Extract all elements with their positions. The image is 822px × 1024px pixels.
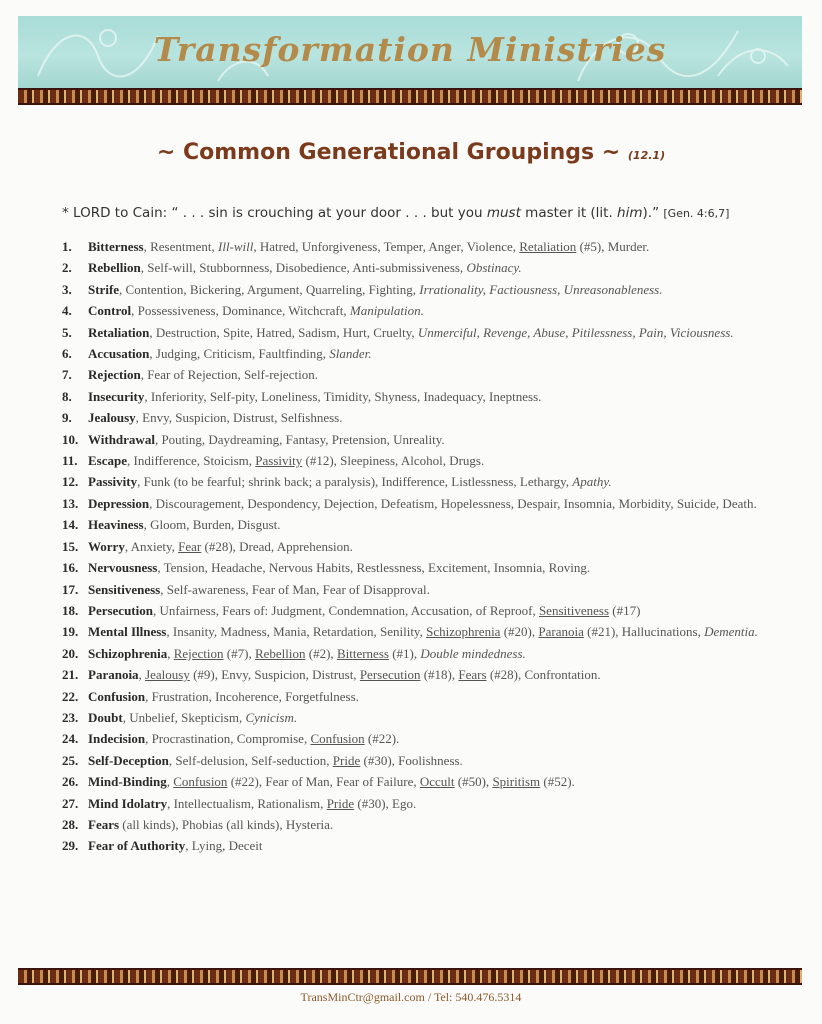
item-term: Insecurity bbox=[88, 388, 145, 404]
item-term: Mental Illness bbox=[88, 624, 167, 640]
item-term: Paranoia bbox=[88, 667, 139, 683]
item-number: 18. bbox=[62, 602, 79, 618]
item-description: Apathy. bbox=[572, 474, 612, 490]
item-number: 15. bbox=[62, 538, 79, 554]
cross-reference: Confusion bbox=[310, 731, 365, 747]
cross-reference: Pride bbox=[332, 752, 361, 768]
item-number: 3. bbox=[62, 281, 72, 297]
item-description: , Destruction, Spite, Hatred, Sadism, Hurt, Cruelty, bbox=[149, 324, 418, 340]
item-number: 16. bbox=[62, 560, 79, 576]
item-description: , Self-delusion, Self-seduction, bbox=[168, 752, 333, 768]
item-description: , Resentment, bbox=[143, 239, 218, 254]
item-description: (#50), bbox=[454, 774, 493, 790]
cross-reference: Passivity bbox=[255, 453, 303, 469]
item-description: , Contention, Bickering, Argument, Quarreling, Fighting, bbox=[119, 281, 420, 297]
item-number: 24. bbox=[62, 731, 79, 747]
item-description: (#17) bbox=[609, 602, 641, 618]
item-description: (#18), bbox=[420, 667, 459, 683]
header-banner bbox=[18, 16, 802, 88]
list-item bbox=[62, 364, 762, 385]
item-number: 27. bbox=[62, 795, 79, 811]
list-item bbox=[62, 536, 762, 557]
item-description: , Indifference, Stoicism, bbox=[127, 453, 256, 469]
quote-emphasis-2: him bbox=[617, 205, 643, 221]
item-description: (#28), Dread, Apprehension. bbox=[201, 538, 353, 554]
list-item bbox=[62, 300, 762, 321]
list-item bbox=[62, 793, 762, 814]
quote-lead: * LORD to Cain: “ . . . sin is crouching at your door . . . but you bbox=[62, 205, 487, 221]
item-number: 22. bbox=[62, 688, 79, 704]
item-description: , Insanity, Madness, Mania, Retardation, Senility, bbox=[166, 624, 427, 640]
item-description: Dementia. bbox=[704, 624, 758, 640]
quote-middle: master it (lit. bbox=[520, 205, 618, 221]
item-number: 29. bbox=[62, 838, 79, 854]
item-term: Sensitiveness bbox=[88, 581, 161, 597]
footer-contact: TransMinCtr@gmail.com / Tel: 540.476.5314 bbox=[300, 990, 522, 1004]
quote-tail: ).” bbox=[642, 205, 660, 221]
item-description: , Lying, Deceit bbox=[185, 838, 263, 854]
item-term: Passivity bbox=[88, 474, 138, 490]
item-description: , Anxiety, bbox=[124, 538, 179, 554]
item-term: Mind Idolatry bbox=[88, 795, 168, 811]
item-number: 11. bbox=[62, 453, 78, 469]
list-item bbox=[62, 600, 762, 621]
item-description: (#22). bbox=[364, 731, 400, 747]
item-term: Retaliation bbox=[88, 324, 150, 340]
item-description: , Funk (to be fearful; shrink back; a paralysis), Indifference, Listlessness, Lethargy, bbox=[137, 474, 573, 490]
item-term: Doubt bbox=[88, 709, 123, 725]
item-description: , Inferiority, Self-pity, Loneliness, Timidity, Shyness, Inadequacy, Ineptness. bbox=[144, 388, 542, 404]
page-title bbox=[0, 140, 822, 165]
item-term: Heaviness bbox=[88, 517, 144, 533]
cross-reference: Fear bbox=[178, 538, 202, 554]
list-item bbox=[62, 579, 762, 600]
item-description: , Unfairness, Fears of: Judgment, Condemnation, Accusation, of Reproof, bbox=[152, 602, 539, 618]
list-item bbox=[62, 386, 762, 407]
cross-reference: Spiritism bbox=[492, 774, 541, 790]
list-item bbox=[62, 771, 762, 792]
list-item bbox=[62, 750, 762, 771]
list-item bbox=[62, 450, 762, 471]
cross-reference: Occult bbox=[419, 774, 455, 790]
item-description: , Possessiveness, Dominance, Witchcraft, bbox=[131, 303, 350, 319]
cross-reference: Schizophrenia bbox=[426, 624, 501, 640]
item-number: 14. bbox=[62, 517, 79, 533]
item-number: 7. bbox=[62, 367, 72, 383]
item-description: (#52). bbox=[540, 774, 575, 790]
item-term: Self-Deception bbox=[88, 752, 169, 768]
list-item bbox=[62, 643, 762, 664]
list-item bbox=[62, 686, 762, 707]
item-description: , Self-awareness, Fear of Man, Fear of Disapproval. bbox=[160, 581, 430, 597]
list-item bbox=[62, 728, 762, 749]
item-term: Bitterness bbox=[88, 239, 144, 254]
item-term: Control bbox=[88, 303, 132, 319]
item-description: Ill-will, bbox=[218, 239, 257, 254]
item-description: , Pouting, Daydreaming, Fantasy, Pretension, Unreality. bbox=[154, 431, 445, 447]
item-description: , bbox=[138, 667, 146, 683]
item-description: (#7), bbox=[223, 645, 255, 661]
item-description: Unmerciful, Revenge, Abuse, Pitilessness, Pain, Viciousness. bbox=[417, 324, 734, 340]
item-number: 13. bbox=[62, 495, 79, 511]
item-description: (#22), Fear of Man, Fear of Failure, bbox=[227, 774, 420, 790]
item-description: (#2), bbox=[305, 645, 337, 661]
item-number: 6. bbox=[62, 346, 72, 362]
item-description: (#1), bbox=[388, 645, 421, 661]
item-term: Nervousness bbox=[88, 560, 158, 576]
item-number: 28. bbox=[62, 816, 79, 832]
item-description: (#30), Foolishness. bbox=[360, 752, 463, 768]
list-item bbox=[62, 835, 762, 856]
page-title-text: ~ Common Generational Groupings ~ bbox=[156, 140, 621, 165]
item-number: 9. bbox=[62, 410, 72, 426]
list-item bbox=[62, 621, 762, 642]
item-description: , bbox=[166, 774, 174, 790]
item-term: Rebellion bbox=[88, 260, 141, 276]
item-number: 10. bbox=[62, 431, 79, 447]
item-number: 19. bbox=[62, 624, 79, 640]
item-description: , Intellectualism, Rationalism, bbox=[167, 795, 327, 811]
item-term: Withdrawal bbox=[88, 431, 155, 447]
item-description: , Fear of Rejection, Self-rejection. bbox=[140, 367, 318, 383]
list-item bbox=[62, 471, 762, 492]
item-description: , Tension, Headache, Nervous Habits, Restlessness, Excitement, Insomnia, Roving. bbox=[157, 560, 591, 576]
item-term: Indecision bbox=[88, 731, 146, 747]
cross-reference: Rebellion bbox=[254, 645, 306, 661]
list-item bbox=[62, 322, 762, 343]
cross-reference: Pride bbox=[326, 795, 355, 811]
cross-reference: Jealousy bbox=[145, 667, 190, 683]
item-number: 5. bbox=[62, 324, 72, 340]
item-number: 23. bbox=[62, 709, 79, 725]
item-number: 26. bbox=[62, 774, 79, 790]
quote-verse-reference: [Gen. 4:6,7] bbox=[663, 207, 730, 220]
item-description: , Unbelief, Skepticism, bbox=[122, 709, 246, 725]
item-term: Strife bbox=[88, 281, 120, 297]
organization-name: Transformation Ministries bbox=[153, 30, 667, 69]
cross-reference: Rejection bbox=[173, 645, 224, 661]
item-description: , bbox=[167, 645, 174, 661]
scripture-quote bbox=[62, 205, 782, 221]
list-item bbox=[62, 707, 762, 728]
list-item bbox=[62, 664, 762, 685]
item-description: Obstinacy. bbox=[466, 260, 522, 276]
item-term: Mind-Binding bbox=[88, 774, 167, 790]
item-term: Depression bbox=[88, 495, 150, 511]
list-item bbox=[62, 514, 762, 535]
item-description: (#12), Sleepiness, Alcohol, Drugs. bbox=[302, 453, 485, 469]
item-description: , Gloom, Burden, Disgust. bbox=[143, 517, 281, 533]
item-term: Rejection bbox=[88, 367, 141, 383]
item-description: , Judging, Criticism, Faultfinding, bbox=[149, 346, 330, 362]
list-item bbox=[62, 236, 762, 257]
item-number: 4. bbox=[62, 303, 72, 319]
quote-emphasis: must bbox=[486, 205, 521, 221]
item-description: (#20), bbox=[500, 624, 539, 640]
item-description: (all kinds), Phobias (all kinds), Hysteria. bbox=[119, 816, 334, 832]
page-title-reference: (12.1) bbox=[627, 149, 666, 162]
item-description: (#9), Envy, Suspicion, Distrust, bbox=[189, 667, 360, 683]
item-term: Worry bbox=[88, 538, 125, 554]
decorative-border-bottom bbox=[18, 968, 802, 985]
item-description: Hatred, Unforgiveness, Temper, Anger, Violence, bbox=[256, 239, 520, 254]
item-description: , Frustration, Incoherence, Forgetfulness. bbox=[145, 688, 359, 704]
list-item bbox=[62, 814, 762, 835]
item-number: 17. bbox=[62, 581, 79, 597]
item-term: Escape bbox=[88, 453, 127, 469]
item-description: Slander. bbox=[329, 346, 372, 362]
item-description: (#28), Confrontation. bbox=[486, 667, 601, 683]
item-description: (#21), Hallucinations, bbox=[583, 624, 705, 640]
item-description: , Discouragement, Despondency, Dejection, Defeatism, Hopelessness, Despair, Insomnia, Morbidity, Suicide, Death. bbox=[149, 495, 757, 511]
item-description: Cynicism. bbox=[245, 709, 298, 725]
list-item bbox=[62, 343, 762, 364]
list-item bbox=[62, 257, 762, 278]
list-item bbox=[62, 557, 762, 578]
list-item bbox=[62, 279, 762, 300]
item-term: Jealousy bbox=[88, 410, 136, 426]
item-description: , Envy, Suspicion, Distrust, Selfishness. bbox=[135, 410, 343, 426]
item-description: (#5), Murder. bbox=[576, 239, 650, 254]
item-description: Double mindedness. bbox=[420, 645, 526, 661]
item-description: Manipulation. bbox=[349, 303, 424, 319]
item-number: 2. bbox=[62, 260, 72, 276]
cross-reference: Bitterness bbox=[336, 645, 389, 661]
item-number: 20. bbox=[62, 645, 79, 661]
item-description: (#30), Ego. bbox=[354, 795, 417, 811]
list-item bbox=[62, 493, 762, 514]
item-term: Persecution bbox=[88, 602, 153, 618]
item-term: Fears bbox=[88, 816, 120, 832]
decorative-border-top bbox=[18, 88, 802, 105]
item-number: 1. bbox=[62, 239, 72, 254]
item-description: , Self-will, Stubbornness, Disobedience, Anti-submissiveness, bbox=[140, 260, 467, 276]
item-number: 8. bbox=[62, 388, 72, 404]
item-term: Fear of Authority bbox=[88, 838, 186, 854]
list-item bbox=[62, 407, 762, 428]
item-term: Confusion bbox=[88, 688, 146, 704]
list-item bbox=[62, 429, 762, 450]
item-term: Accusation bbox=[88, 346, 150, 362]
cross-reference: Retaliation bbox=[519, 239, 577, 254]
groupings-list bbox=[62, 236, 762, 857]
cross-reference: Persecution bbox=[359, 667, 421, 683]
cross-reference: Sensitiveness bbox=[538, 602, 610, 618]
item-description: Irrationality, Factiousness, Unreasonableness. bbox=[419, 281, 663, 297]
cross-reference: Fears bbox=[458, 667, 487, 683]
item-term: Schizophrenia bbox=[88, 645, 168, 661]
cross-reference: Confusion bbox=[173, 774, 228, 790]
cross-reference: Paranoia bbox=[538, 624, 584, 640]
item-description: , Procrastination, Compromise, bbox=[145, 731, 311, 747]
item-number: 12. bbox=[62, 474, 79, 490]
item-number: 21. bbox=[62, 667, 79, 683]
item-number: 25. bbox=[62, 752, 79, 768]
